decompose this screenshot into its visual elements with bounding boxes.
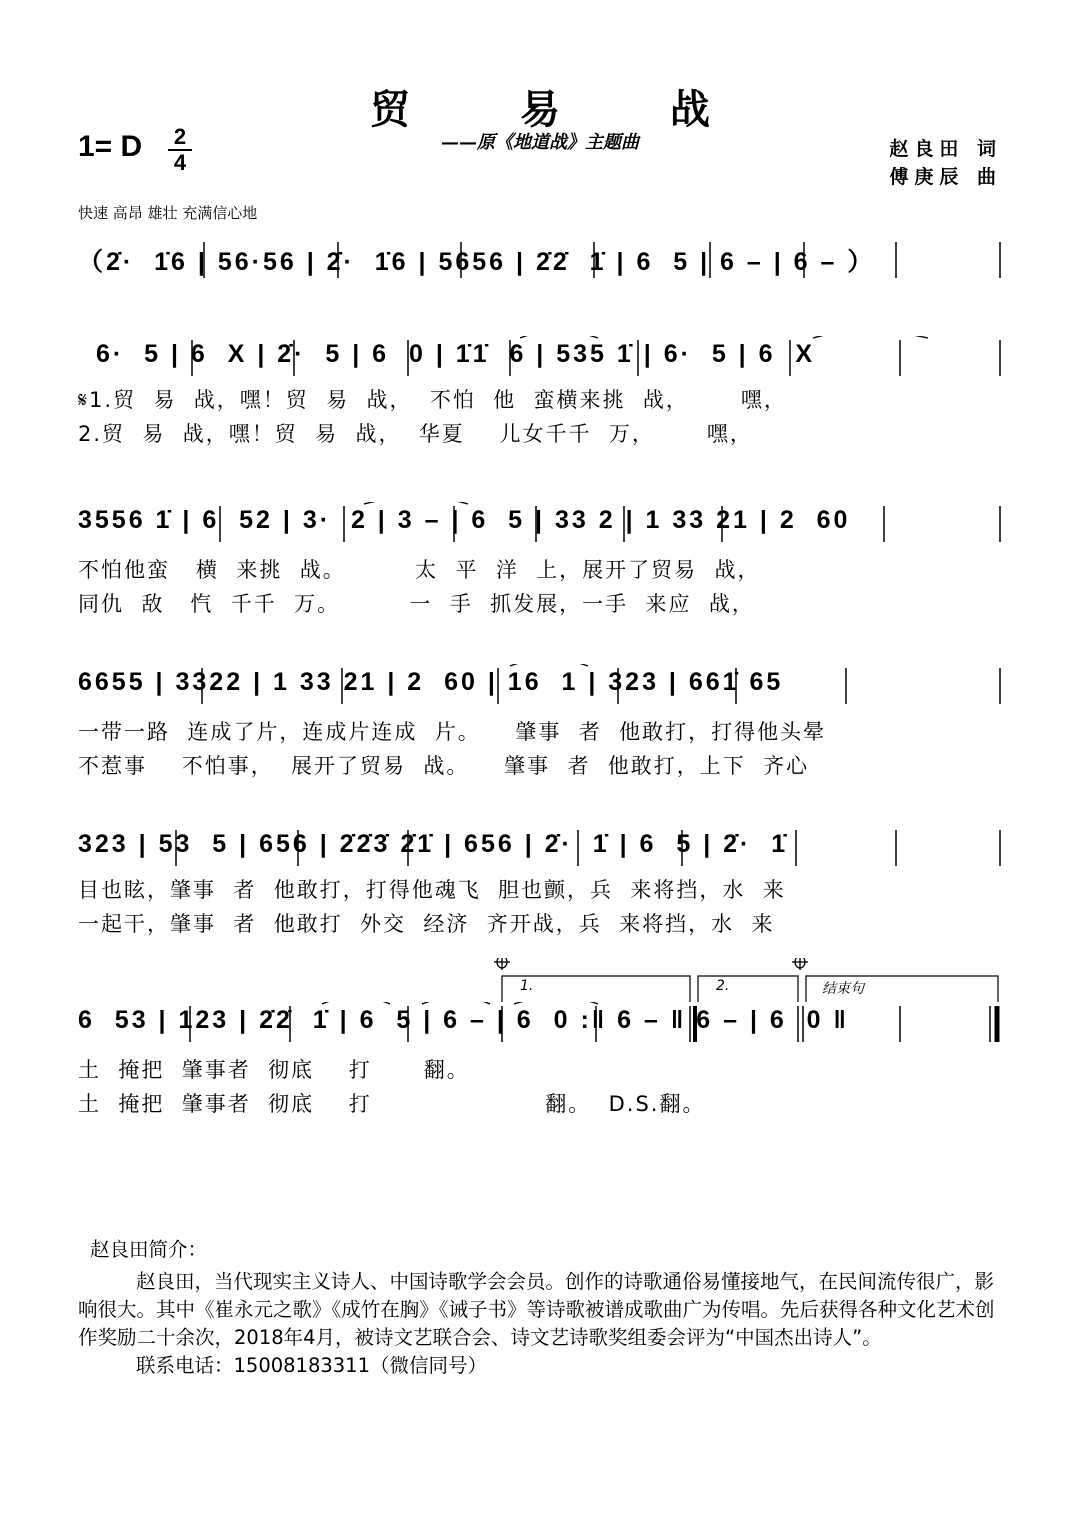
lyrics-verse1-line4: 一带一路 连成了片，连成片连成 片。 肇事 者 他敢打，打得他头晕 [78, 720, 827, 744]
notation-text-1: （2̇· 1̇6 | 56·56 | 2̇· 1̇6 | 5656 | 2̇2̇ 1̇ | 6 5 | 6 – | 6 – ） [78, 248, 876, 276]
lyricist-credit: 赵良田 词 [889, 138, 1002, 160]
time-bottom: 4 [173, 150, 187, 175]
lyrics-verse1-line5: 目也眩，肇事 者 他敢打，打得他魂飞 胆也颤，兵 来将挡，水 来 [78, 878, 786, 902]
lyrics-verse1-line3: 不怕他蛮 横 来挑 战。 太 平 洋 上，展开了贸易 战， [78, 558, 761, 582]
lyrics-verse2-line2: 2.贸 易 战，嘿！贸 易 战， 华夏 儿女千千 万， 嘿， [78, 422, 753, 446]
song-subtitle: ——原《地道战》主题曲 [441, 132, 639, 153]
lyrics-verse2-line4: 不惹事 不怕事， 展开了贸易 战。 肇事 者 他敢打，上下 齐心 [78, 754, 810, 778]
notation-line-4 [78, 664, 1002, 708]
song-title: 贸 易 战 [370, 86, 758, 133]
notation-text-5: 323 | 53 5 | 656 | 2̇2̇3̇ 2̇1̇ | 656 | 2̇· 1̇ | 6 5 | 2̇· 1̇ [78, 830, 789, 858]
notation-line-2 [78, 336, 1002, 380]
key-signature: 1= D [78, 130, 143, 163]
ending-label: 结束句 [822, 981, 864, 997]
notation-text-2: 6· 5 | 6 X | 2̇· 5 | 6 0 | 1̇1̇ 6 | 535 1̇ | 6· 5 | 6 X [96, 340, 816, 368]
notation-text-6: 6 53 | 123 | 2̇2̇ 1̇ | 6 5 | 6 – | 6 0 :‖ 6 – ‖ 6 – | 6 0 ‖ [78, 1006, 849, 1034]
volta-1-label: 1. [520, 978, 534, 994]
tempo-marking: 快速 高昂 雄壮 充满信心地 [78, 204, 258, 222]
coda-sign-icon [494, 958, 510, 970]
bio-contact: 联系电话：15008183311（微信同号） [136, 1354, 487, 1377]
notation-line-1 [78, 238, 1002, 282]
notation-line-6 [78, 1002, 1002, 1046]
lyrics-verse1-line6: 土 掩把 肇事者 彻底 打 翻。 [78, 1058, 470, 1082]
lyrics-verse1-line2: 𝄋1.贸 易 战，嘿！贸 易 战， 不怕 他 蛮横来挑 战， 嘿， [78, 388, 787, 412]
lyrics-verse2-line6: 土 掩把 肇事者 彻底 打 翻。 D.S.翻。 [78, 1092, 706, 1116]
notation-text-3: 3556 1̇ | 6 52 | 3· 2 | 3 – | 6 5 | 33 2 | 1 33 21 | 2 60 [78, 506, 851, 534]
composer-credit: 傅庚辰 曲 [889, 166, 1002, 188]
bio-body: 赵良田，当代现实主义诗人、中国诗歌学会会员。创作的诗歌通俗易懂接地气，在民间流传很广，影响很大。其中《崔永元之歌》《成竹在胸》《诫子书》等诗歌被谱成歌曲广为传唱。先后获得各种文化艺术创作奖励二十余次，2018年4月，被诗文艺联合会、诗文艺诗歌奖组委会评为“中国杰出诗人”。 [78, 1270, 995, 1349]
notation-line-5 [78, 826, 1002, 870]
coda-sign-icon [792, 958, 808, 970]
lyrics-verse2-line5: 一起干，肇事 者 他敢打 外交 经济 齐开战，兵 来将挡，水 来 [78, 912, 775, 936]
lyrics-verse2-line3: 同仇 敌 忾 千千 万。 一 手 抓发展，一手 来应 战， [78, 592, 755, 616]
volta-2-label: 2. [716, 978, 730, 994]
bio-heading: 赵良田简介： [90, 1238, 208, 1261]
time-signature [168, 126, 192, 174]
notation-text-4: 6655 | 3322 | 1 33 21 | 2 60 | 16 1 | 323 | 661̇ 65 [78, 668, 784, 696]
lyricist-bio [78, 1236, 1002, 1380]
notation-line-3 [78, 502, 1002, 546]
time-top: 2 [173, 124, 187, 149]
